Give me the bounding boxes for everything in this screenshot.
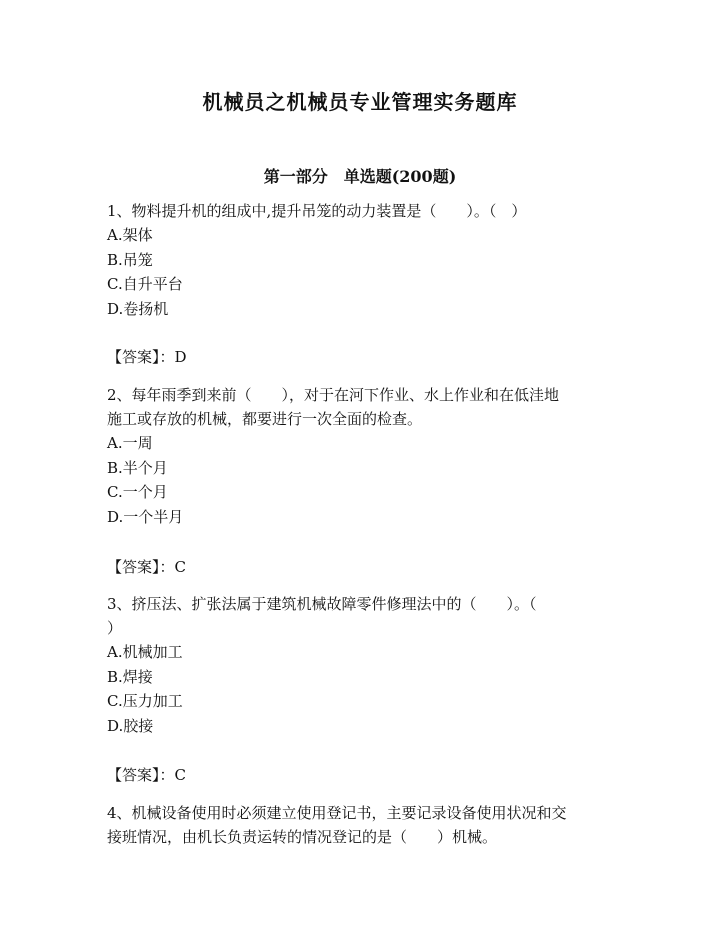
question-1-answer: 【答案】：D	[107, 348, 187, 366]
question-2	[107, 383, 617, 529]
question-4-text-line1: 4、机械设备使用时必须建立使用登记书，主要记录设备使用状况和交	[107, 804, 567, 822]
section-title: 第一部分 单选题(200题)	[263, 167, 457, 186]
question-3	[107, 592, 617, 738]
question-2-option-a: A.一周	[107, 434, 153, 452]
question-1-option-b: B.吊笼	[107, 250, 153, 269]
question-1-option-d: D.卷扬机	[107, 299, 169, 318]
question-4	[107, 801, 617, 849]
question-2-answer: 【答案】：C	[107, 558, 186, 576]
question-2-text-line2: 施工或存放的机械，都要进行一次全面的检查。	[107, 410, 423, 428]
question-3-option-c: C.压力加工	[107, 692, 183, 710]
question-2-option-d: D.一个半月	[107, 507, 184, 526]
question-2-text-line1: 2、每年雨季到来前（ ），对于在河下作业、水上作业和在低洼地	[107, 386, 560, 404]
question-1-text: 1、物料提升机的组成中,提升吊笼的动力装置是（ ）。（ ）	[107, 202, 527, 220]
question-1	[107, 199, 617, 321]
document-title: 机械员之机械员专业管理实务题库	[202, 90, 518, 114]
question-3-option-a: A.机械加工	[107, 643, 183, 661]
question-2-option-c: C.一个月	[107, 483, 168, 501]
question-3-option-d: D.胶接	[107, 716, 154, 735]
question-3-answer: 【答案】：C	[107, 766, 186, 784]
question-1-option-c: C.自升平台	[107, 275, 183, 293]
question-3-option-b: B.焊接	[107, 667, 153, 686]
question-3-text-line1: 3、挤压法、扩张法属于建筑机械故障零件修理法中的（ ）。（	[107, 595, 537, 613]
question-3-text-line2: ）	[107, 619, 123, 637]
question-1-option-a: A.架体	[107, 226, 153, 244]
question-4-text-line2: 接班情况，由机长负责运转的情况登记的是（ ）机械。	[107, 828, 498, 846]
question-2-option-b: B.半个月	[107, 458, 168, 477]
